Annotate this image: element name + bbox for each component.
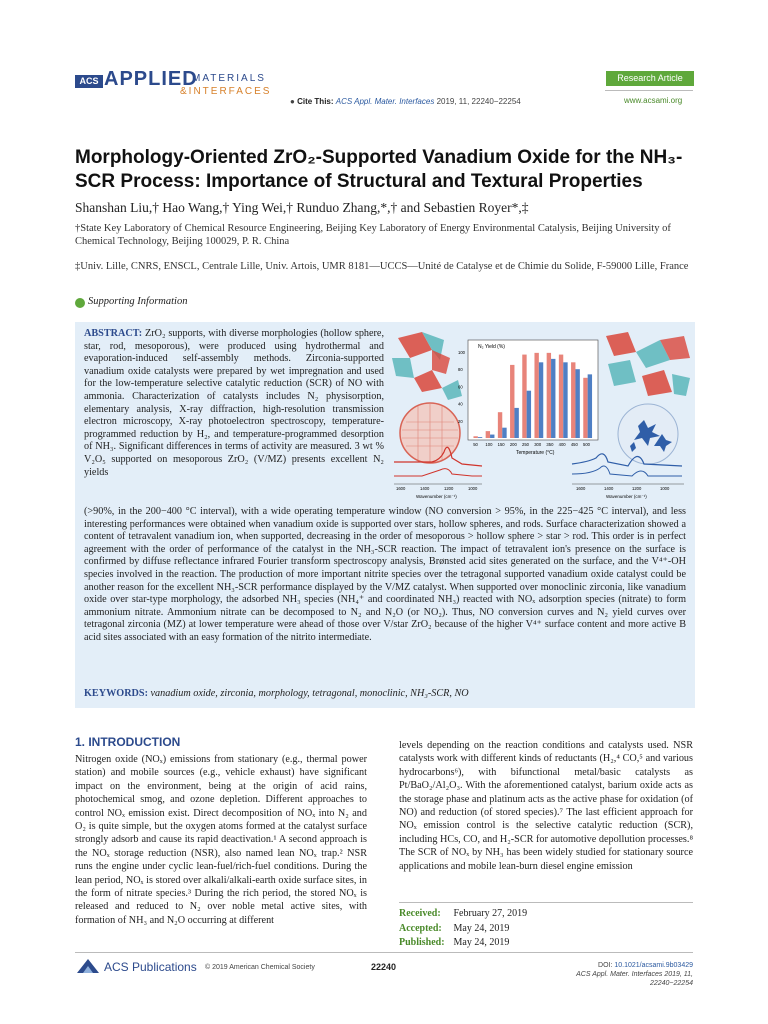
header-divider [605,90,693,91]
cite-this[interactable] [290,97,521,106]
bar-dark-200 [514,408,518,438]
doi-label: DOI: [598,962,613,969]
bar-dark-150 [502,428,506,438]
acs-logo-badge: ACS [75,75,103,88]
ir-left-label: Wavenumber (cm⁻¹) [416,494,457,499]
bar-dark-350 [551,359,555,438]
bar-light-200 [510,365,514,438]
bar-dark-300 [539,362,543,438]
x-tick-label: 300 [534,442,542,447]
x-tick-label: 200 [509,442,517,447]
ir-tick-label: 1000 [660,486,670,491]
chart-xlabel: Temperature (°C) [516,450,555,456]
footer-citation: ACS Appl. Mater. Interfaces 2019, 11, 22240−22254 [576,971,693,987]
article-dates [399,907,527,951]
x-tick-label: 150 [497,442,505,447]
n2-yield-bar-chart [458,340,598,456]
bar-dark-500 [588,374,592,438]
bar-dark-400 [563,362,567,438]
ir-spectrum-right [572,454,684,499]
bar-dark-50 [478,437,482,438]
x-tick-label: 50 [473,442,478,447]
received-label: Received: [399,908,441,919]
bar-light-450 [571,362,575,438]
acs-publications-icon [75,957,101,975]
cite-journal: ACS Appl. Mater. Interfaces [335,97,435,106]
bar-light-300 [534,353,538,438]
bar-light-350 [547,353,551,438]
cite-label: Cite This: [297,97,334,106]
abstract-narrow-text: ZrO₂ supports, with diverse morphologies (hollow sphere, star, rod, mesoporous), were produced using hydrothermal and evaporation-induced self-assembly methods. Zirconia-supported vanadium oxide catalysts were prepared by wet impregnation and used for the low-temperature selective catalytic reduction (SCR) of NO with ammonia. Characterization of catalysts includes N₂ physisorption, elementary analysis, X-ray diffraction, high-resolution transmission electron microscopy, X-ray photoelectron spectroscopy, temperature-programmed reduction by H₂, and temperature-programmed desorption of NH₃. Significant differences in terms of activity are measured. 3 wt % V₂O₅ supported on mesoporous ZrO₂ (V/MZ) presents excellent N₂ yields [84,328,384,478]
footer-divider [75,952,693,953]
chart-title: N₂ Yield (%) [478,344,505,350]
ir-tick-label: 1600 [576,486,586,491]
bar-light-500 [583,378,587,438]
journal-url[interactable]: www.acsami.org [624,96,683,105]
doi-link[interactable]: 10.1021/acsami.9b03429 [614,962,693,969]
ir-tick-label: 1200 [444,486,454,491]
page-number: 22240 [371,962,397,972]
section-heading-introduction: 1. INTRODUCTION [75,735,181,749]
x-tick-label: 500 [583,442,591,447]
ir-tick-label: 1600 [396,486,406,491]
bar-dark-450 [575,369,579,438]
published-date: May 24, 2019 [453,937,510,948]
x-tick-label: 400 [558,442,566,447]
intro-column-1: Nitrogen oxide (NOₓ) emissions from stationary (e.g., thermal power station) and mobile sources (e.g., vehicle exhaust) have significant impact on the environment, being at the origin of acid rains, photochemical smog, and ozone depletion. Different approaches to control NOₓ emission exist. Direct decomposition of NOₓ into N₂ and O₂ is quite simple, but the oxygen atoms formed at the catalyst surface strongly adsorb and cause its rapid deactivation.¹ A second approach is the NOₓ storage reduction (NSR), also named lean NOₓ trap.² NSR runs the engine under cyclic lean-fuel/rich-fuel conditions. During the lean period, NOₓ is stored over alkali/alkali-earth oxide surface sites, in the form of nitrate species.³ During the rich period, the stored NOₓ is released and reduced to N₂ over noble metal active sites, with formation of NH₃ and N₂O occurring at different [75,754,367,926]
journal-subtitle-1: MATERIALS [192,73,266,84]
ir-right-label: Wavenumber (cm⁻¹) [606,494,647,499]
supporting-info-link[interactable]: Supporting Information [88,296,188,307]
cite-icon: ● [290,97,295,106]
keywords-label: KEYWORDS: [84,688,148,699]
crystal-structure-left [392,332,462,400]
ir-tick-label: 1400 [420,486,430,491]
x-tick-label: 100 [485,442,493,447]
y-tick-label: 80 [458,367,463,373]
keywords-text: vanadium oxide, zirconia, morphology, tetragonal, monoclinic, NH₃-SCR, NO [150,688,469,699]
author-list: Shanshan Liu,† Hao Wang,† Ying Wei,† Runduo Zhang,*,† and Sebastien Royer*,‡ [75,200,529,215]
journal-name: APPLIED [104,68,198,90]
y-tick-label: 100 [458,350,465,355]
x-tick-label: 350 [546,442,554,447]
received-date: February 27, 2019 [453,908,528,919]
journal-subtitle-2: &INTERFACES [180,86,272,97]
bar-light-150 [498,412,502,438]
article-type-badge: Research Article [606,71,694,86]
bar-light-50 [473,436,477,438]
abstract-full: (>90%, in the 200−400 °C interval), with a wide operating temperature window (NO conversion > 95%, in the 225−425 °C interval), and less interesting performances were obtained when vanadium oxide is supported over stars, hollow spheres, and rods. Surface characterization showed a content of tetravalent vanadium ion, when supported, decreasing in the order of mesoporous > hollow sphere > star > rod. This order is in perfect agreement with the order of performance of the catalyst in the NH₃-SCR reaction. The impact of tetravalent ion's presence on the surface is confirmed by diffuse reflectance infrared Fourier transform spectroscopy analysis, Brønsted acid sites generated on the surface, and the V⁴⁺-OH species involved in the reaction. The production of more important nitrite species over the tetragonal supported vanadium oxide catalyst could be another reason for the excellent NH₃-SCR performance displayed by the V/MZ catalyst. When supported over monoclinic zirconia, like vanadium oxide over star-type morphology, the adsorbed NH₃ species (NH₄⁺ and coordinated NH₃) reacted with NOₓ adsorption species (nitrate) to form ammonium nitrate. Ammonium nitrate can be decomposed to N₂ and N₂O (or NO₂). Thus, NO conversion curves and N₂ yield curves over tetragonal zirconia (MZ) at lower temperature were ahead of those over V/star ZrO₂ because of the higher V⁴⁺ surface content and more active B acid sites associated with an easy formation of the nitrito intermediate. [84,506,686,643]
ir-tick-label: 1000 [468,486,478,491]
copyright: © 2019 American Chemical Society [205,964,315,971]
doi-block [540,961,693,988]
bar-light-100 [486,431,490,438]
intro-column-2: levels depending on the reaction conditions and catalysts used. NSR catalysts work with different kinds of reductants (H₂,⁴ CO,⁵ and various hydrocarbons⁶), with bifunctional metal/basic catalysts as Pt/BaO₂/Al₂O₃. With the aforementioned catalyst, barium oxide acts as the storage phase and platinum acts as the active phase for oxidation (of NO) and reduction (of stored species).⁷ The last efficient approach for NOₓ emission control is the selective catalytic reduction (SCR), including HCs, CO, and H₂-SCR for automotive depollution processes.⁸ The SCR of NOₓ by NH₃ has been widely studied for stationary source applications and mobile lean-burn diesel engine emission [399,740,693,872]
x-tick-label: 250 [522,442,530,447]
accepted-label: Accepted: [399,922,442,934]
bar-light-250 [522,355,526,438]
affiliation-1: †State Key Laboratory of Chemical Resource Engineering, Beijing Key Laboratory of Energy Environmental Catalysis, Beijing University of Chemical Technology, Beijing 100029, P. R. China [75,223,671,247]
affiliation-2: ‡Univ. Lille, CNRS, ENSCL, Centrale Lille, Univ. Artois, UMR 8181—UCCS—Unité de Catalyse et de Chimie du Solide, F-59000 Lille, France [75,261,689,272]
bar-dark-100 [490,435,494,438]
toc-graphic [392,330,692,500]
supporting-info-icon [75,298,85,308]
cite-rest: 2019, 11, 22240−22254 [436,97,521,106]
y-tick-label: 40 [458,401,463,407]
y-tick-label: 60 [458,384,463,390]
ir-tick-label: 1400 [604,486,614,491]
publisher-name[interactable]: ACS Publications [104,960,197,974]
published-label: Published: [399,937,445,948]
bar-dark-250 [527,391,531,438]
crystal-structure-right [606,332,690,396]
bar-light-400 [559,355,563,438]
article-title: Morphology-Oriented ZrO₂-Supported Vanadium Oxide for the NH₃-SCR Process: Importance of Structural and Textural Properties [75,147,683,192]
keywords [84,688,686,701]
accepted-date: May 24, 2019 [453,922,510,934]
abstract-label: ABSTRACT: [84,328,143,339]
y-tick-label: 20 [458,418,463,424]
dates-divider [399,902,693,903]
abstract-narrow [84,328,384,479]
ir-tick-label: 1200 [632,486,642,491]
x-tick-label: 450 [570,442,578,447]
